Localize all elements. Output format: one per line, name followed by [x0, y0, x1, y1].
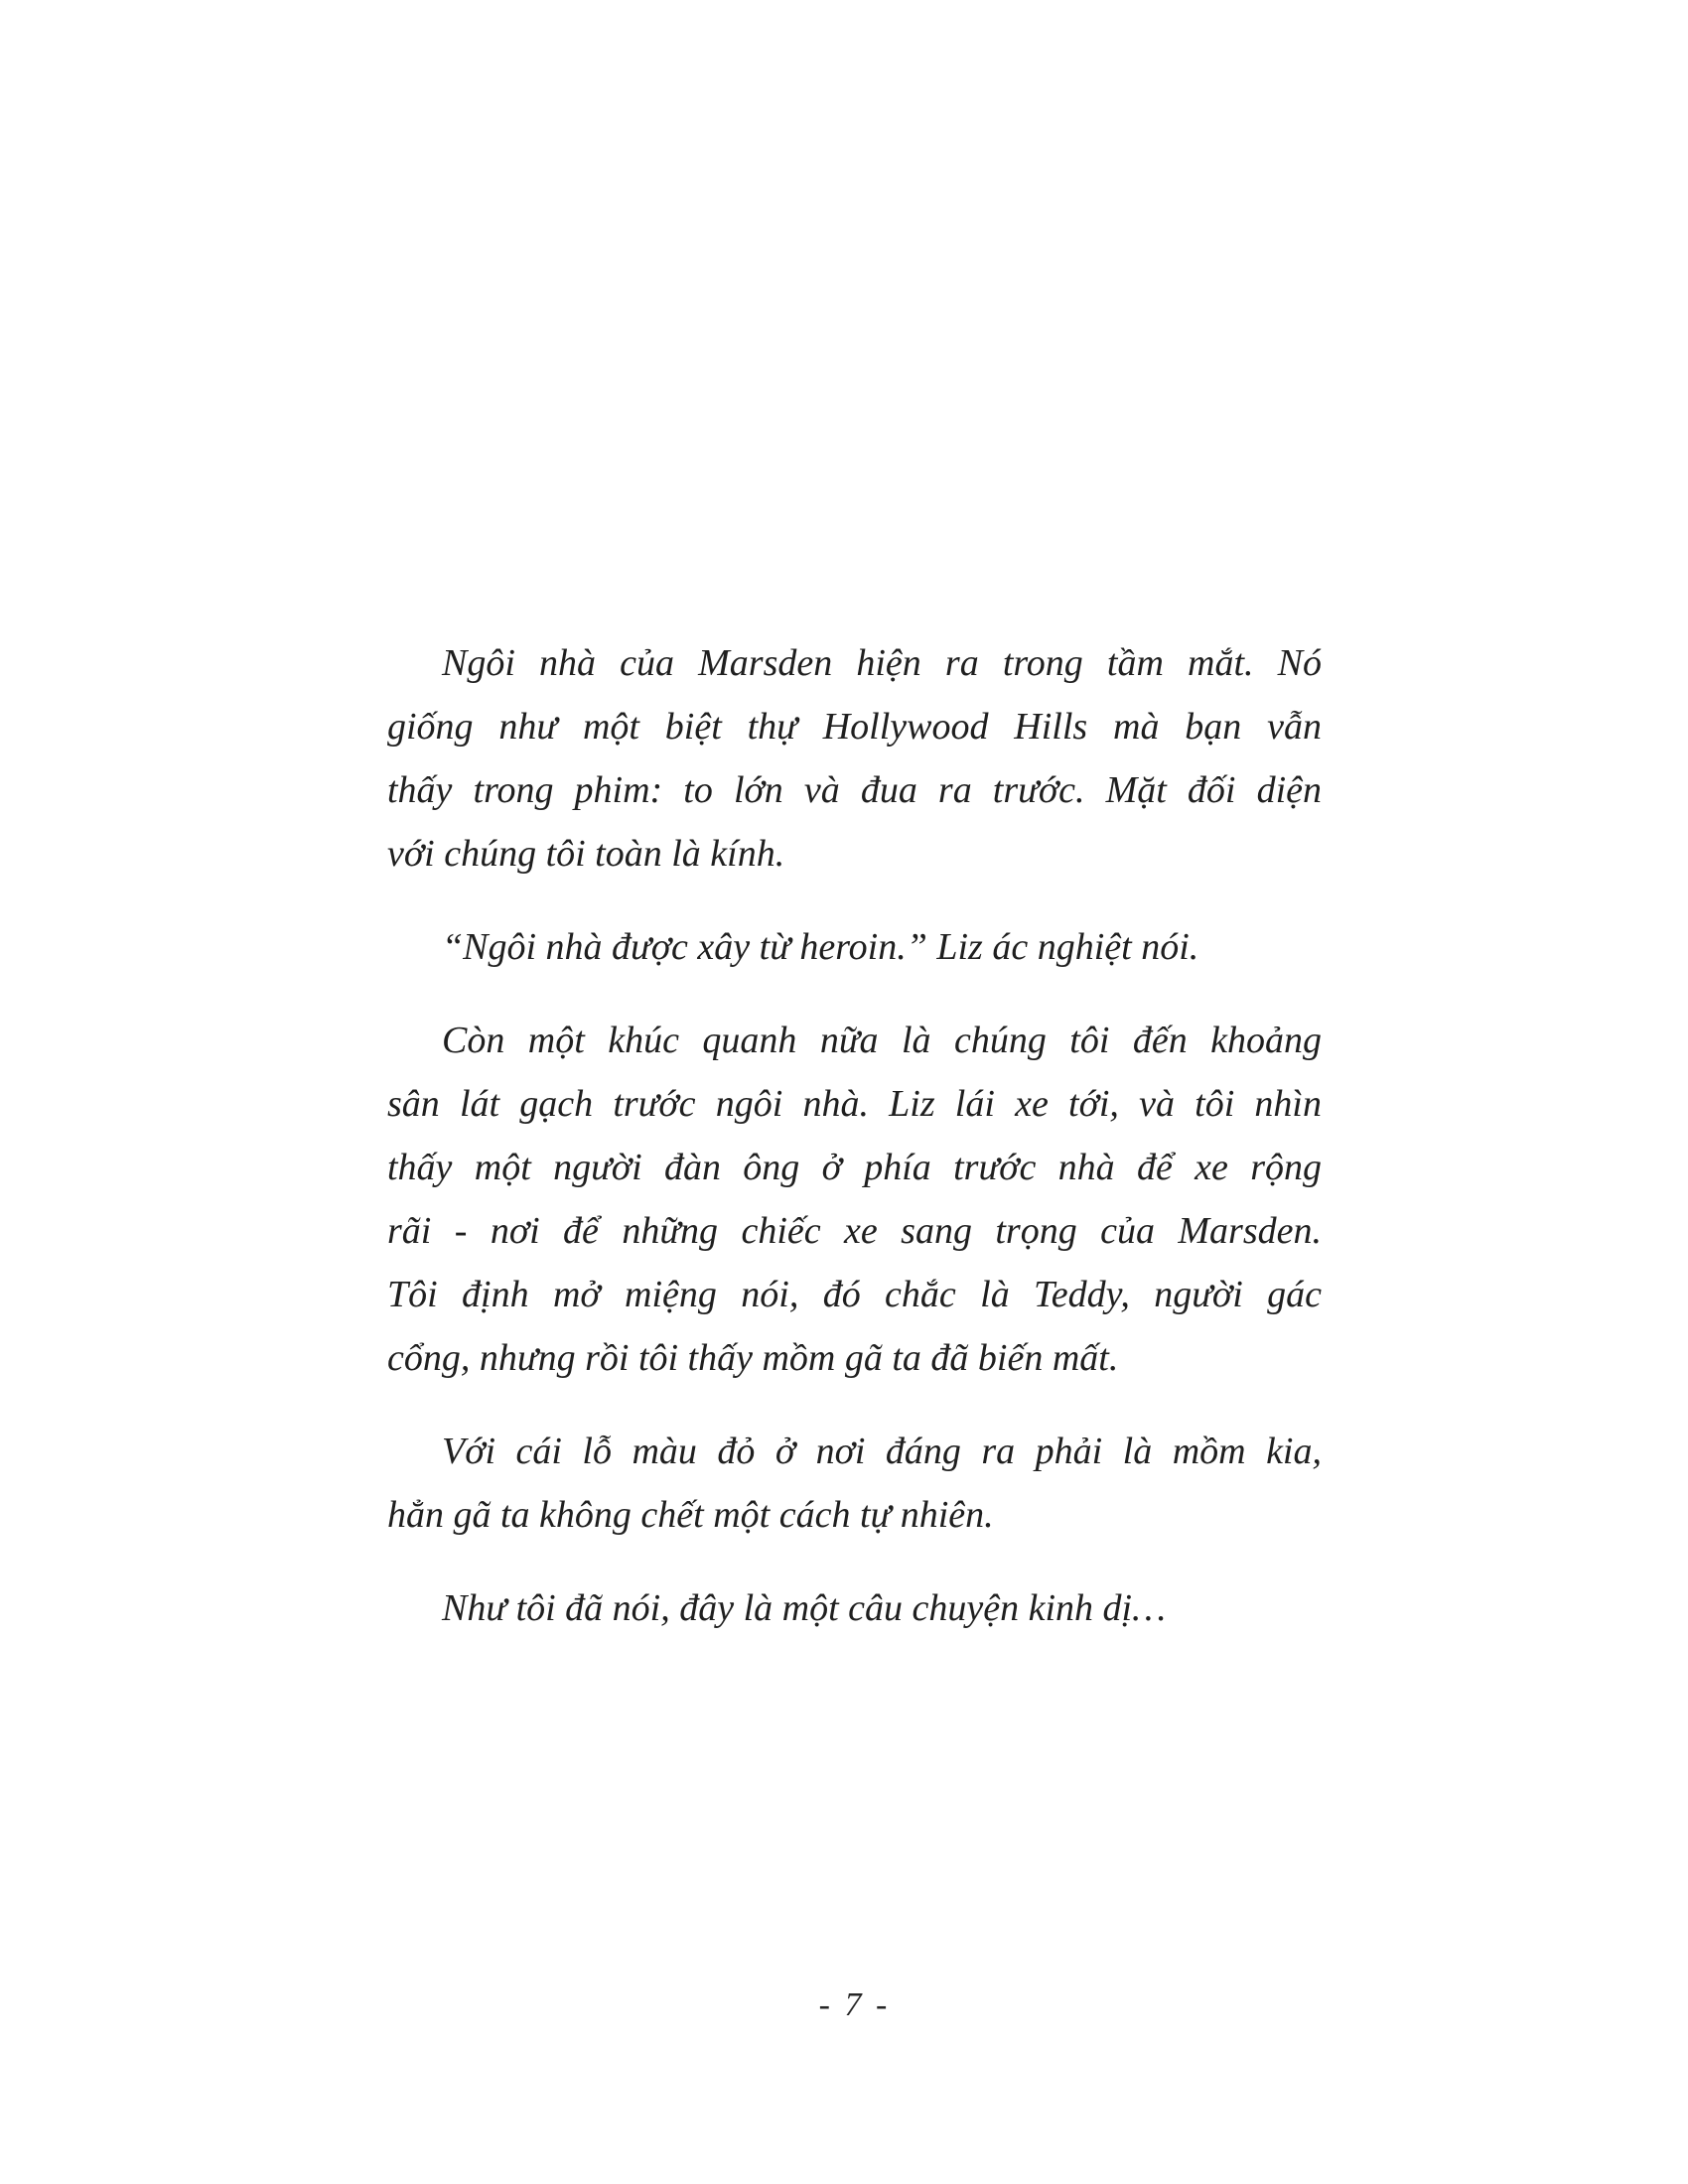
text-line: Ngôi nhà của Marsden hiện ra trong tầm mắt. Nó — [442, 642, 1322, 684]
page-number: - 7 - — [818, 1986, 891, 2023]
paragraph-4 — [387, 1420, 1322, 1547]
text-line: cổng, nhưng rồi tôi thấy mồm gã ta đã biến mất. — [387, 1337, 1119, 1379]
text-block — [387, 631, 1322, 1640]
text-line: rãi - nơi để những chiếc xe sang trọng của Marsden. — [387, 1210, 1322, 1252]
paragraph-2 — [387, 915, 1322, 979]
text-line: Còn một khúc quanh nữa là chúng tôi đến khoảng — [442, 1020, 1322, 1061]
paragraph-1 — [387, 631, 1322, 886]
text-line: Với cái lỗ màu đỏ ở nơi đáng ra phải là mồm kia, — [442, 1431, 1322, 1472]
text-line: Như tôi đã nói, đây là một câu chuyện kinh dị… — [442, 1587, 1166, 1629]
text-line: Tôi định mở miệng nói, đó chắc là Teddy, người gác — [387, 1274, 1322, 1315]
text-line: thấy một người đàn ông ở phía trước nhà để xe rộng — [387, 1147, 1322, 1188]
text-line: sân lát gạch trước ngôi nhà. Liz lái xe tới, và tôi nhìn — [387, 1083, 1322, 1125]
text-line: thấy trong phim: to lớn và đua ra trước. Mặt đối diện — [387, 769, 1322, 811]
text-line: giống như một biệt thự Hollywood Hills mà bạn vẫn — [387, 706, 1322, 748]
text-line: hẳn gã ta không chết một cách tự nhiên. — [387, 1494, 994, 1536]
text-line: với chúng tôi toàn là kính. — [387, 833, 785, 875]
paragraph-3 — [387, 1009, 1322, 1390]
paragraph-5 — [387, 1576, 1322, 1640]
text-line: “Ngôi nhà được xây từ heroin.” Liz ác nghiệt nói. — [442, 926, 1199, 968]
